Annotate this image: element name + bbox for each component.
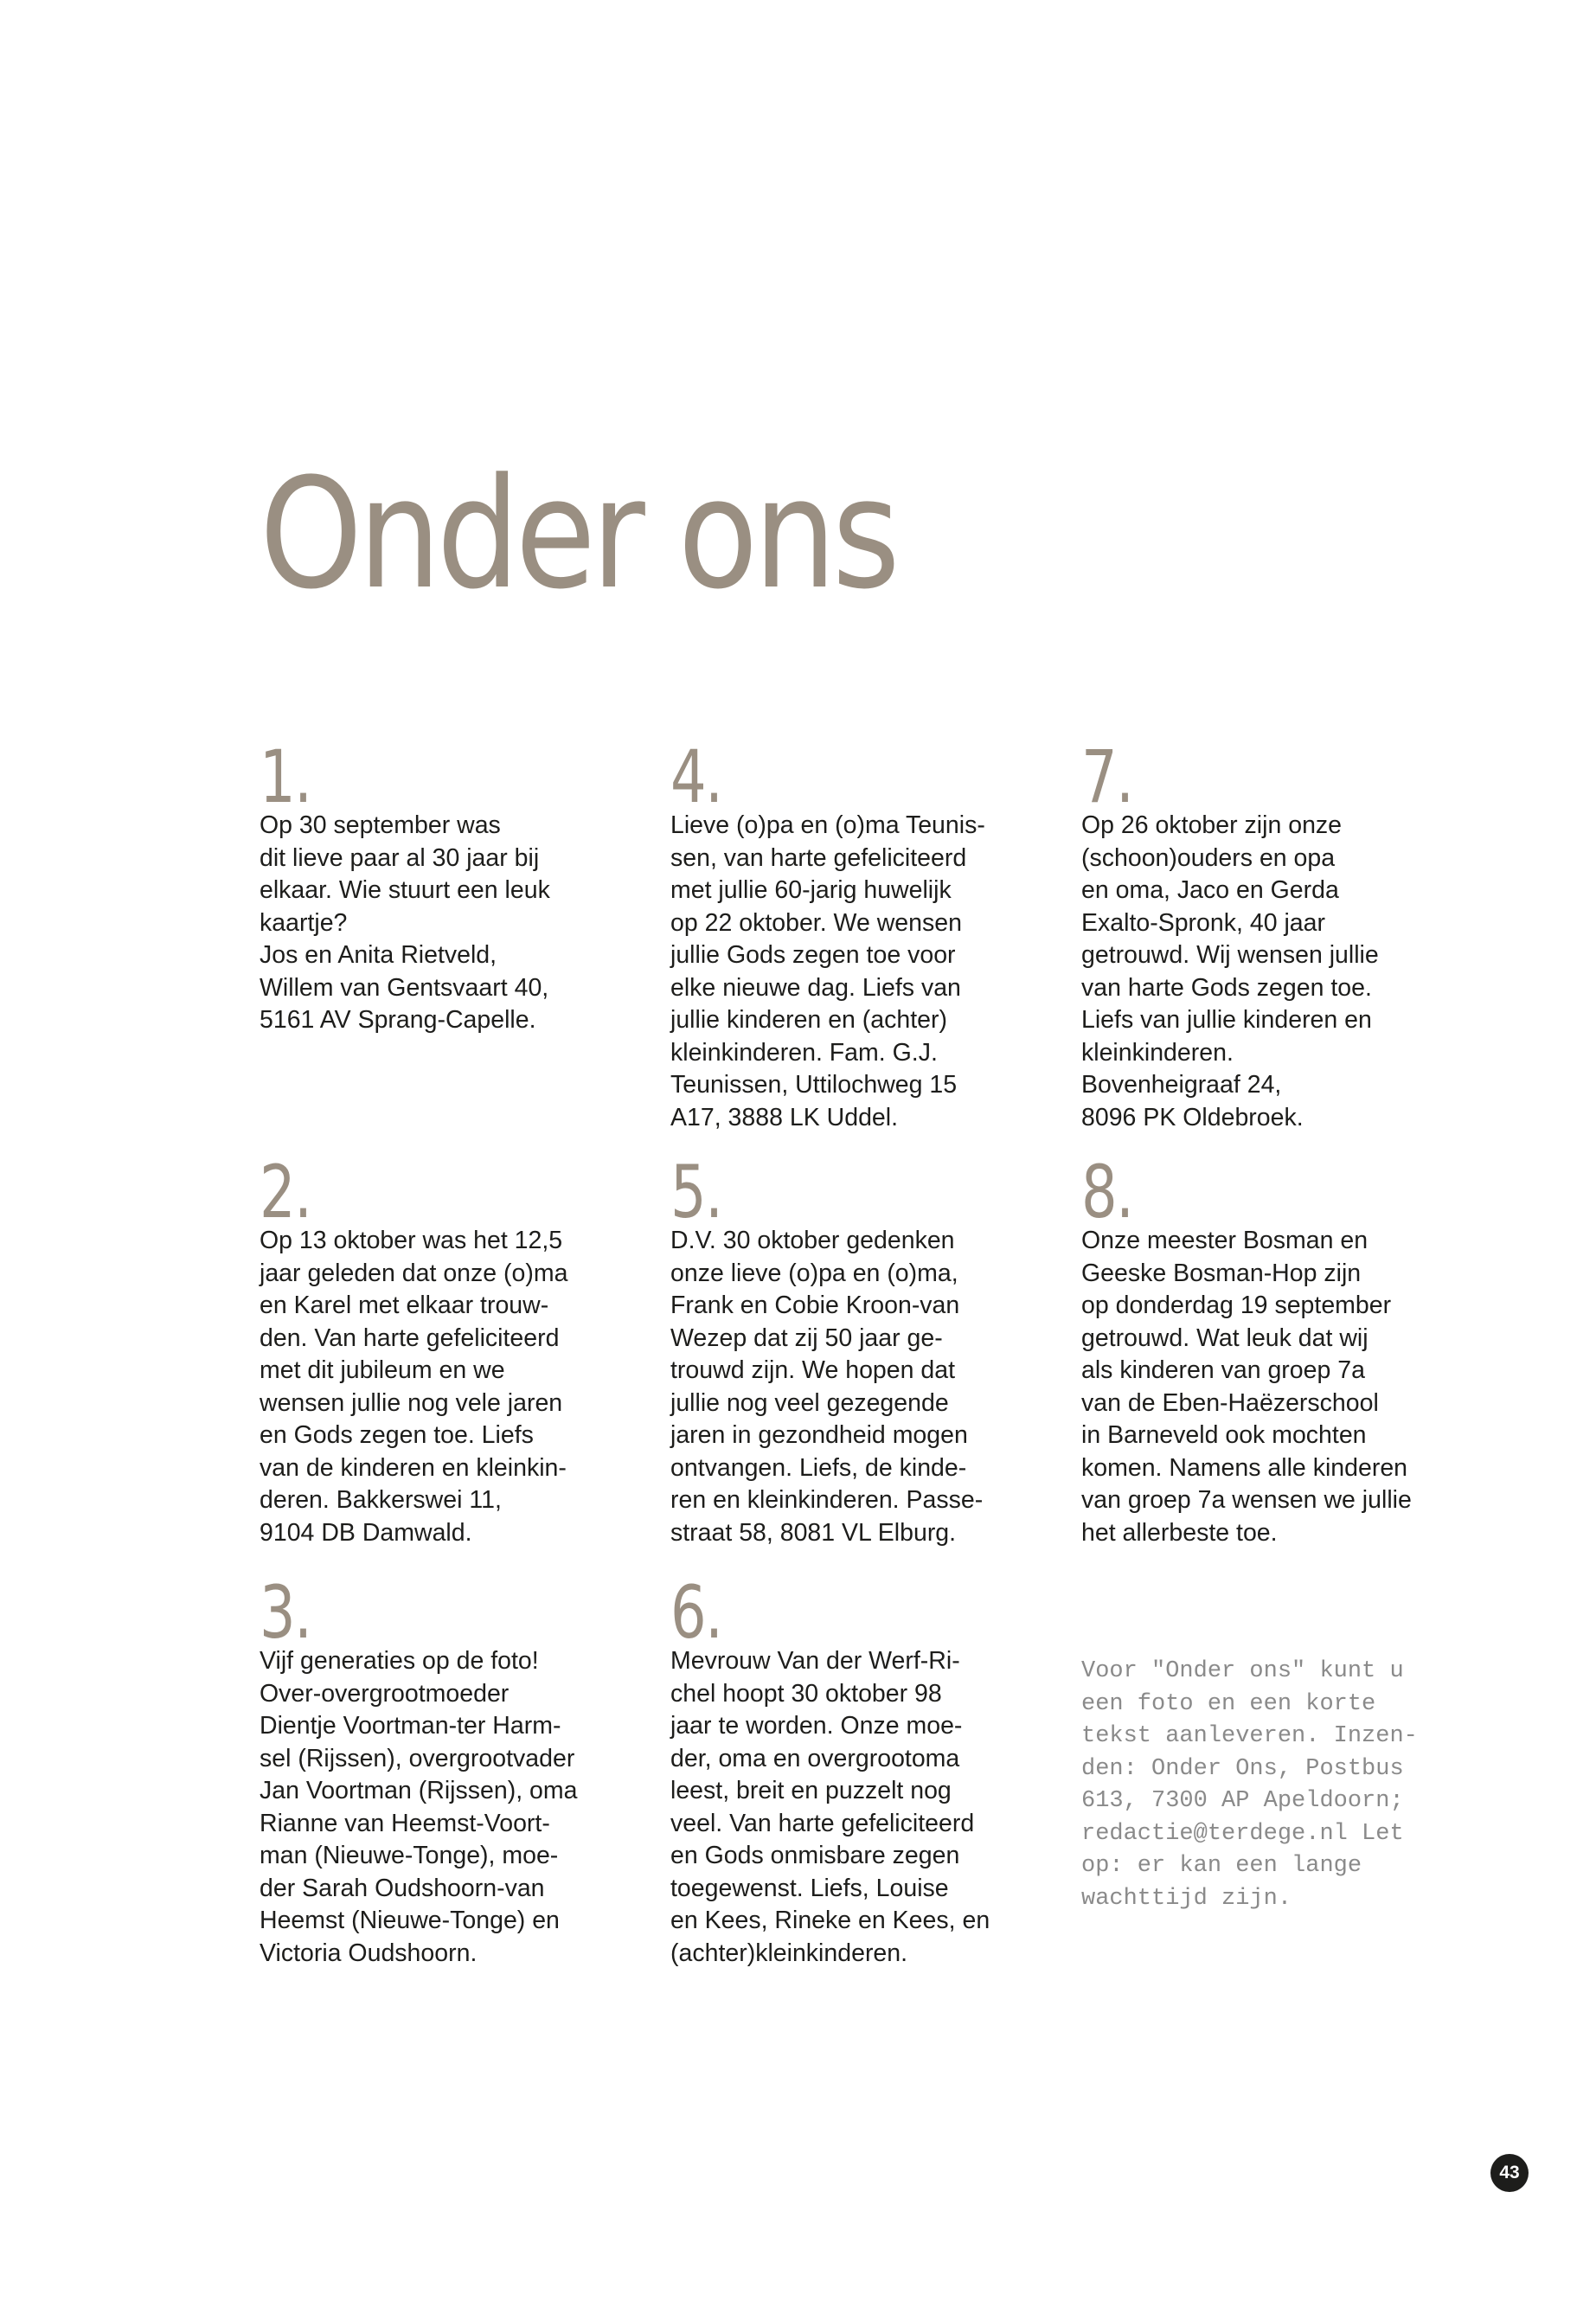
entry-text: Mevrouw Van der Werf-Ri- chel hoopt 30 oktober 98 jaar te worden. Onze moe- der, oma en overgrootoma leest, breit en puzzelt nog veel. Van harte gefeliciteerd en Gods onmisbare zegen toegewenst. Liefs, Louise en Kees, Rineke en Kees, en (achter)kleinkinderen. bbox=[670, 1647, 990, 1967]
entry-1 bbox=[260, 734, 640, 1037]
entry-text: Op 30 september was dit lieve paar al 30 jaar bij elkaar. Wie stuurt een leuk kaartje? Jos en Anita Rietveld, Willem van Gentsvaart 40, 5161 AV Sprang-Capelle. bbox=[260, 811, 550, 1034]
entry-number: 5. bbox=[670, 1150, 722, 1234]
entry-text: Op 13 oktober was het 12,5 jaar geleden dat onze (o)ma en Karel met elkaar trouw- den. Van harte gefeliciteerd met dit jubileum en we wensen jullie nog vele jaren en Gods zegen toe. Liefs van de kinderen en kleinkin- deren. Bakkerswei 11, 9104 DB Damwald. bbox=[260, 1227, 568, 1547]
entry-number: 2. bbox=[260, 1150, 311, 1234]
entry-3 bbox=[260, 1570, 640, 1970]
entry-7 bbox=[1081, 734, 1462, 1134]
entry-5 bbox=[670, 1150, 1051, 1549]
entry-number: 1. bbox=[260, 734, 311, 819]
entry-number: 8. bbox=[1081, 1150, 1133, 1234]
page-number-badge: 43 bbox=[1490, 2154, 1529, 2192]
entry-8 bbox=[1081, 1150, 1462, 1549]
submission-note: Voor "Onder ons" kunt u een foto en een korte tekst aanleveren. Inzen- den: Onder Ons, Postbus 613, 7300 AP Apeldoorn; redactie@terdege.nl Let op: er kan een lange wachttijd zijn. bbox=[1081, 1658, 1418, 1912]
entry-number: 7. bbox=[1081, 734, 1133, 819]
entry-number: 4. bbox=[670, 734, 722, 819]
entry-2 bbox=[260, 1150, 640, 1549]
entry-4 bbox=[670, 734, 1051, 1134]
entry-text: D.V. 30 oktober gedenken onze lieve (o)pa en (o)ma, Frank en Cobie Kroon-van Wezep dat zij 50 jaar ge- trouwd zijn. We hopen dat jullie nog veel gezegende jaren in gezondheid mogen ontvangen. Liefs, de kinde- ren en kleinkinderen. Passe- straat 58, 8081 VL Elburg. bbox=[670, 1227, 984, 1547]
entry-text: Op 26 oktober zijn onze (schoon)ouders en opa en oma, Jaco en Gerda Exalto-Spronk, 40 jaar getrouwd. Wij wensen jullie van harte Gods zegen toe. Liefs van jullie kinderen en kleinkinderen. Bovenheigraaf 24, 8096 PK Oldebroek. bbox=[1081, 811, 1379, 1131]
entry-text: Lieve (o)pa en (o)ma Teunis- sen, van harte gefeliciteerd met jullie 60-jarig huwelijk op 22 oktober. We wensen jullie Gods zegen toe voor elke nieuwe dag. Liefs van jullie kinderen en (achter) kleinkinderen. Fam. G.J. Teunissen, Uttilochweg 15 A17, 3888 LK Uddel. bbox=[670, 811, 985, 1131]
entry-text: Onze meester Bosman en Geeske Bosman-Hop zijn op donderdag 19 september getrouwd. Wat leuk dat wij als kinderen van groep 7a van de Eben-Haëzerschool in Barneveld ook mochten komen. Namens alle kinderen van groep 7a wensen we jullie het allerbeste toe. bbox=[1081, 1227, 1412, 1547]
entry-number: 3. bbox=[260, 1570, 311, 1655]
entry-6 bbox=[670, 1570, 1051, 1970]
page-title: Onder ons bbox=[260, 445, 896, 623]
entry-text: Vijf generaties op de foto! Over-overgrootmoeder Dientje Voortman-ter Harm- sel (Rijssen), overgrootvader Jan Voortman (Rijssen), oma Rianne van Heemst-Voort- man (Nieuwe-Tonge), moe- der Sarah Oudshoorn-van Heemst (Nieuwe-Tonge) en Victoria Oudshoorn. bbox=[260, 1647, 578, 1967]
entry-number: 6. bbox=[670, 1570, 722, 1655]
